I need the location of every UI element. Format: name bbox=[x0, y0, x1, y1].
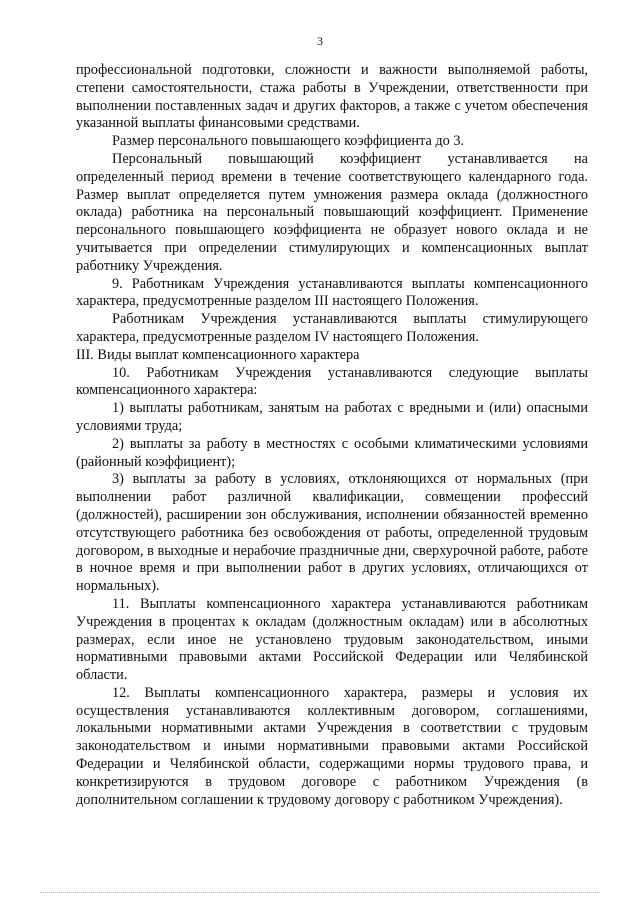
paragraphs-after-section bbox=[76, 365, 588, 810]
paragraph: 3) выплаты за работу в условиях, отклоняющихся от нормальных (при выполнении работ различной квалификации, совмещении профессий (должностей), расширении зон обслуживания, исполнении обязанностей временно отсутствующего работника без освобождения от работы, определенной трудовым договором, в выходные и нерабочие праздничные дни, сверхурочной работе, работе в ночное время и при выполнении работ в других условиях, отличающихся от нормальных). bbox=[76, 471, 588, 595]
page-number: 3 bbox=[317, 34, 323, 48]
paragraph: Работникам Учреждения устанавливаются выплаты стимулирующего характера, предусмотренные разделом IV настоящего Положения. bbox=[76, 311, 588, 345]
paragraph: профессиональной подготовки, сложности и важности выполняемой работы, степени самостоятельности, стажа работы в Учреждении, ответственности при выполнении поставленных задач и других факторов, а также с учетом обеспечения указанной выплаты финансовыми средствами. bbox=[76, 62, 588, 132]
paragraph: 11. Выплаты компенсационного характера устанавливаются работникам Учреждения в процентах к окладам (должностным окладам) или в абсолютных размерах, если иное не установлено трудовым законодательством, иными нормативными правовыми актами Российской Федерации или Челябинской области. bbox=[76, 595, 588, 684]
paragraph: Размер персонального повышающего коэффициента до 3. bbox=[112, 133, 465, 150]
paragraph: 2) выплаты за работу в местностях с особыми климатическими условиями (районный коэффициент); bbox=[76, 435, 588, 470]
paragraph: 12. Выплаты компенсационного характера, размеры и условия их осуществления устанавливаются коллективным договором, соглашениями, локальными нормативными актами Учреждения в соответствии с трудовым законодательством и иными нормативными правовыми актами Российской Федерации и Челябинской области, содержащими нормы трудового права, и конкретизируются в трудовом договоре с работником Учреждения (в дополнительном соглашении к трудовому договору с работником Учреждения). bbox=[76, 684, 588, 808]
section-heading: III. Виды выплат компенсационного характера bbox=[76, 346, 360, 363]
paragraphs-before-section bbox=[76, 62, 588, 347]
paragraph: Персональный повышающий коэффициент устанавливается на определенный период времени в течение соответствующего календарного года. Размер выплат определяется путем умножения размера оклада (должностного оклада) работника на персональный повышающий коэффициент. Применение персонального повышающего коэффициента не образует нового оклада и не учитывается при определении стимулирующих и компенсационных выплат работнику Учреждения. bbox=[76, 150, 588, 274]
document-body bbox=[76, 62, 588, 809]
paragraph: 9. Работникам Учреждения устанавливаются выплаты компенсационного характера, предусмотренные разделом III настоящего Положения. bbox=[76, 275, 588, 310]
paragraph: 1) выплаты работникам, занятым на работах с вредными и (или) опасными условиями труда; bbox=[76, 400, 588, 434]
footer-rule bbox=[40, 892, 600, 893]
paragraph: 10. Работникам Учреждения устанавливаются следующие выплаты компенсационного характера: bbox=[76, 364, 588, 399]
